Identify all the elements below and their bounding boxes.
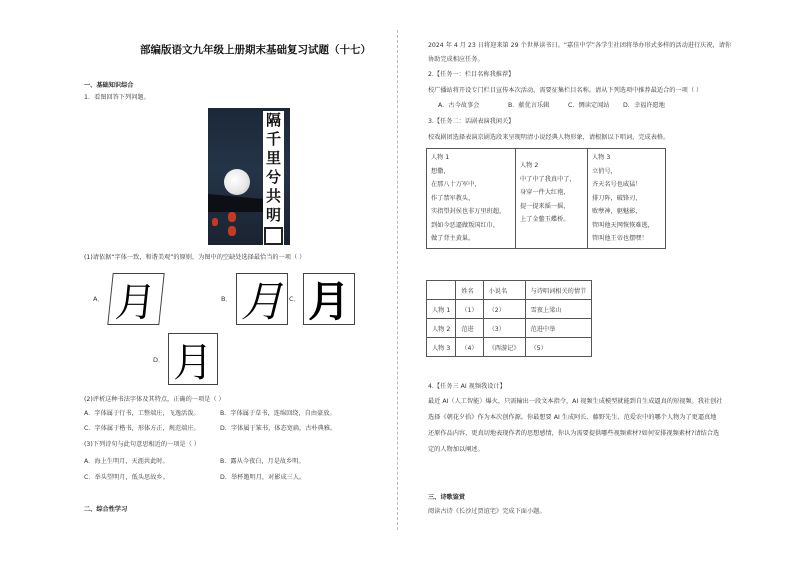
- option-c-glyph[interactable]: 月: [303, 273, 355, 325]
- question-3: 3.【任务二：话剧表演我闲关】: [428, 118, 515, 125]
- page-title: 部编版语文九年级上册期末基础复习试题（十七）: [140, 44, 371, 56]
- option-c-label: C．: [289, 295, 301, 303]
- table-row: 姓名 小说名 与诗唱词相关的情节: [427, 281, 592, 300]
- choice-c: C．字体属于楷书，形体方正，规范端庄。: [84, 425, 200, 432]
- question-3-desc: 校戏剧团选择表演京剧选段来呈现明清小说经典人物形象，请根据以下唱词，完成表格。: [428, 134, 670, 141]
- blank-box: [264, 227, 283, 245]
- q2-option-c: C．惆读定闻站: [568, 102, 610, 109]
- q2-option-b: B．献优言乐辑: [508, 102, 550, 109]
- poster-char: 隔: [265, 111, 281, 129]
- question-1-1: (1)请依据“字体一致，和谐美观”的原则，为图中的空缺处选择最恰当的一项（ ）: [84, 254, 306, 261]
- question-4: 4.【任务三 AI 视频我设计】: [428, 383, 506, 390]
- table-row: 人物 2 范进 （3） 范进中举: [427, 319, 592, 338]
- question-2-desc: 校广播站将开设专门栏目宣传本次活动，需要征集栏目名称。请从下列选项中推荐最适合的一项（ ）: [428, 87, 703, 94]
- lyrics-table: [426, 148, 666, 249]
- lyrics-cell-2: 人物 2 中了中了我真中了， 身穿一件大红袍， 提一提来摇一摇， 上了金鳌玉蝶桥。: [516, 149, 588, 249]
- lyrics-cell-3: 人物 3 立俏号， 齐天名号也威猛！ 排刀阵，破锋刃， 败孽神，驱魅影， 管叫他天网恢恢难逃， 管叫他王帝也摆嘿！: [588, 149, 666, 249]
- lantern: [228, 212, 236, 222]
- choice-b: B．字体属于草书，连绵回绕，自由豪放。: [220, 410, 336, 417]
- roof-eave: [208, 194, 268, 212]
- section-3-heading: 三、诗歌鉴赏: [428, 494, 466, 501]
- column-divider: [397, 30, 398, 530]
- question-1-2: (2)评析这种书法字体及其特点，正确的一项是（ ）: [84, 396, 225, 403]
- section-2-heading: 二、综合性学习: [84, 506, 128, 513]
- poster-char: 里: [265, 149, 281, 167]
- table-row: 人物 3 （4） 《西游记》 （5）: [427, 338, 592, 357]
- option-b-glyph[interactable]: 月: [236, 273, 288, 325]
- intro-line-2: 协助完成相应任务。: [428, 56, 484, 63]
- lantern: [228, 226, 236, 236]
- option-b-label: B．: [221, 295, 232, 303]
- option-d-glyph[interactable]: 月: [168, 333, 218, 385]
- choice-b: B．露从今夜白，月是故乡明。: [220, 458, 305, 465]
- choice-a: A．海上生明月，天涯共此时。: [84, 458, 169, 465]
- poster-image: [208, 108, 290, 245]
- choice-d: D．字体属于篆书，体态宽扁，古朴典雅。: [220, 425, 337, 432]
- choice-d: D．举杯邀明月，对影成三人。: [220, 474, 306, 481]
- q2-option-d: D．幸福许愿地: [623, 102, 665, 109]
- choice-c: C．举头望明月，低头思故乡。: [84, 474, 169, 481]
- question-5: 阅读古诗《长沙过贾谊宅》完成下面小题。: [428, 508, 546, 515]
- question-4-line-2: 选择《朝花夕拾》作为本次创作源。你最想要 AI 生成阿长、藤野先生、范爱农中的哪个人物为了更逼真地: [428, 414, 717, 421]
- question-1: 1．看图回答下列问题。: [84, 94, 150, 101]
- option-d-label: D．: [153, 356, 165, 364]
- question-4-line-4: 定的人物加以阐述。: [428, 446, 484, 453]
- poster-text-column: [263, 111, 284, 245]
- intro-line-1: 2024 年 4 月 23 日将迎来第 29 个世界读书日。“嘉佳中学”各学生社团将举办形式多样的活动进行庆祝，请你: [428, 42, 732, 49]
- answer-table: [426, 280, 592, 357]
- lantern: [212, 218, 218, 226]
- question-1-3: (3)下列诗句与此句意思相近的一项是（ ）: [84, 441, 200, 448]
- poster-char: 明: [265, 206, 281, 224]
- question-2: 2.【任务一：栏目名称我推荐】: [428, 71, 515, 78]
- poster-char: 兮: [265, 168, 281, 186]
- lyrics-cell-1: 人物 1 想撒， 在那八十万军中， 作了禁军教头， 实指望封侯也非万里班超， 到如今恶逼做叛国红巾， 做了背主黄巢。: [427, 149, 516, 249]
- moon: [224, 169, 250, 195]
- choice-a: A．字体属于行书，工整端庄，飞逸活泼。: [84, 410, 200, 417]
- poster-char: 共: [265, 187, 281, 205]
- option-a-label: A．: [93, 295, 104, 303]
- section-1-heading: 一、基础知识综合: [84, 82, 134, 89]
- question-4-line-1: 最近 AI（人工智能）爆火，只需输出一段文本指令，AI 视频生成模型就能到自生成逼真的短视频。我社创社: [428, 398, 723, 405]
- option-a-glyph[interactable]: 月: [107, 273, 164, 325]
- question-4-line-3: 还原作品内容，更真切地表现作者的思想感情，你认为需要提供哪些视频素材?如何安排视频素材?请结合选: [428, 430, 720, 437]
- table-row: 人物 1 （1） （2） 雪夜上梁山: [427, 300, 592, 319]
- poster-char: 千: [265, 130, 281, 148]
- q2-option-a: A．古今故事会: [438, 102, 480, 109]
